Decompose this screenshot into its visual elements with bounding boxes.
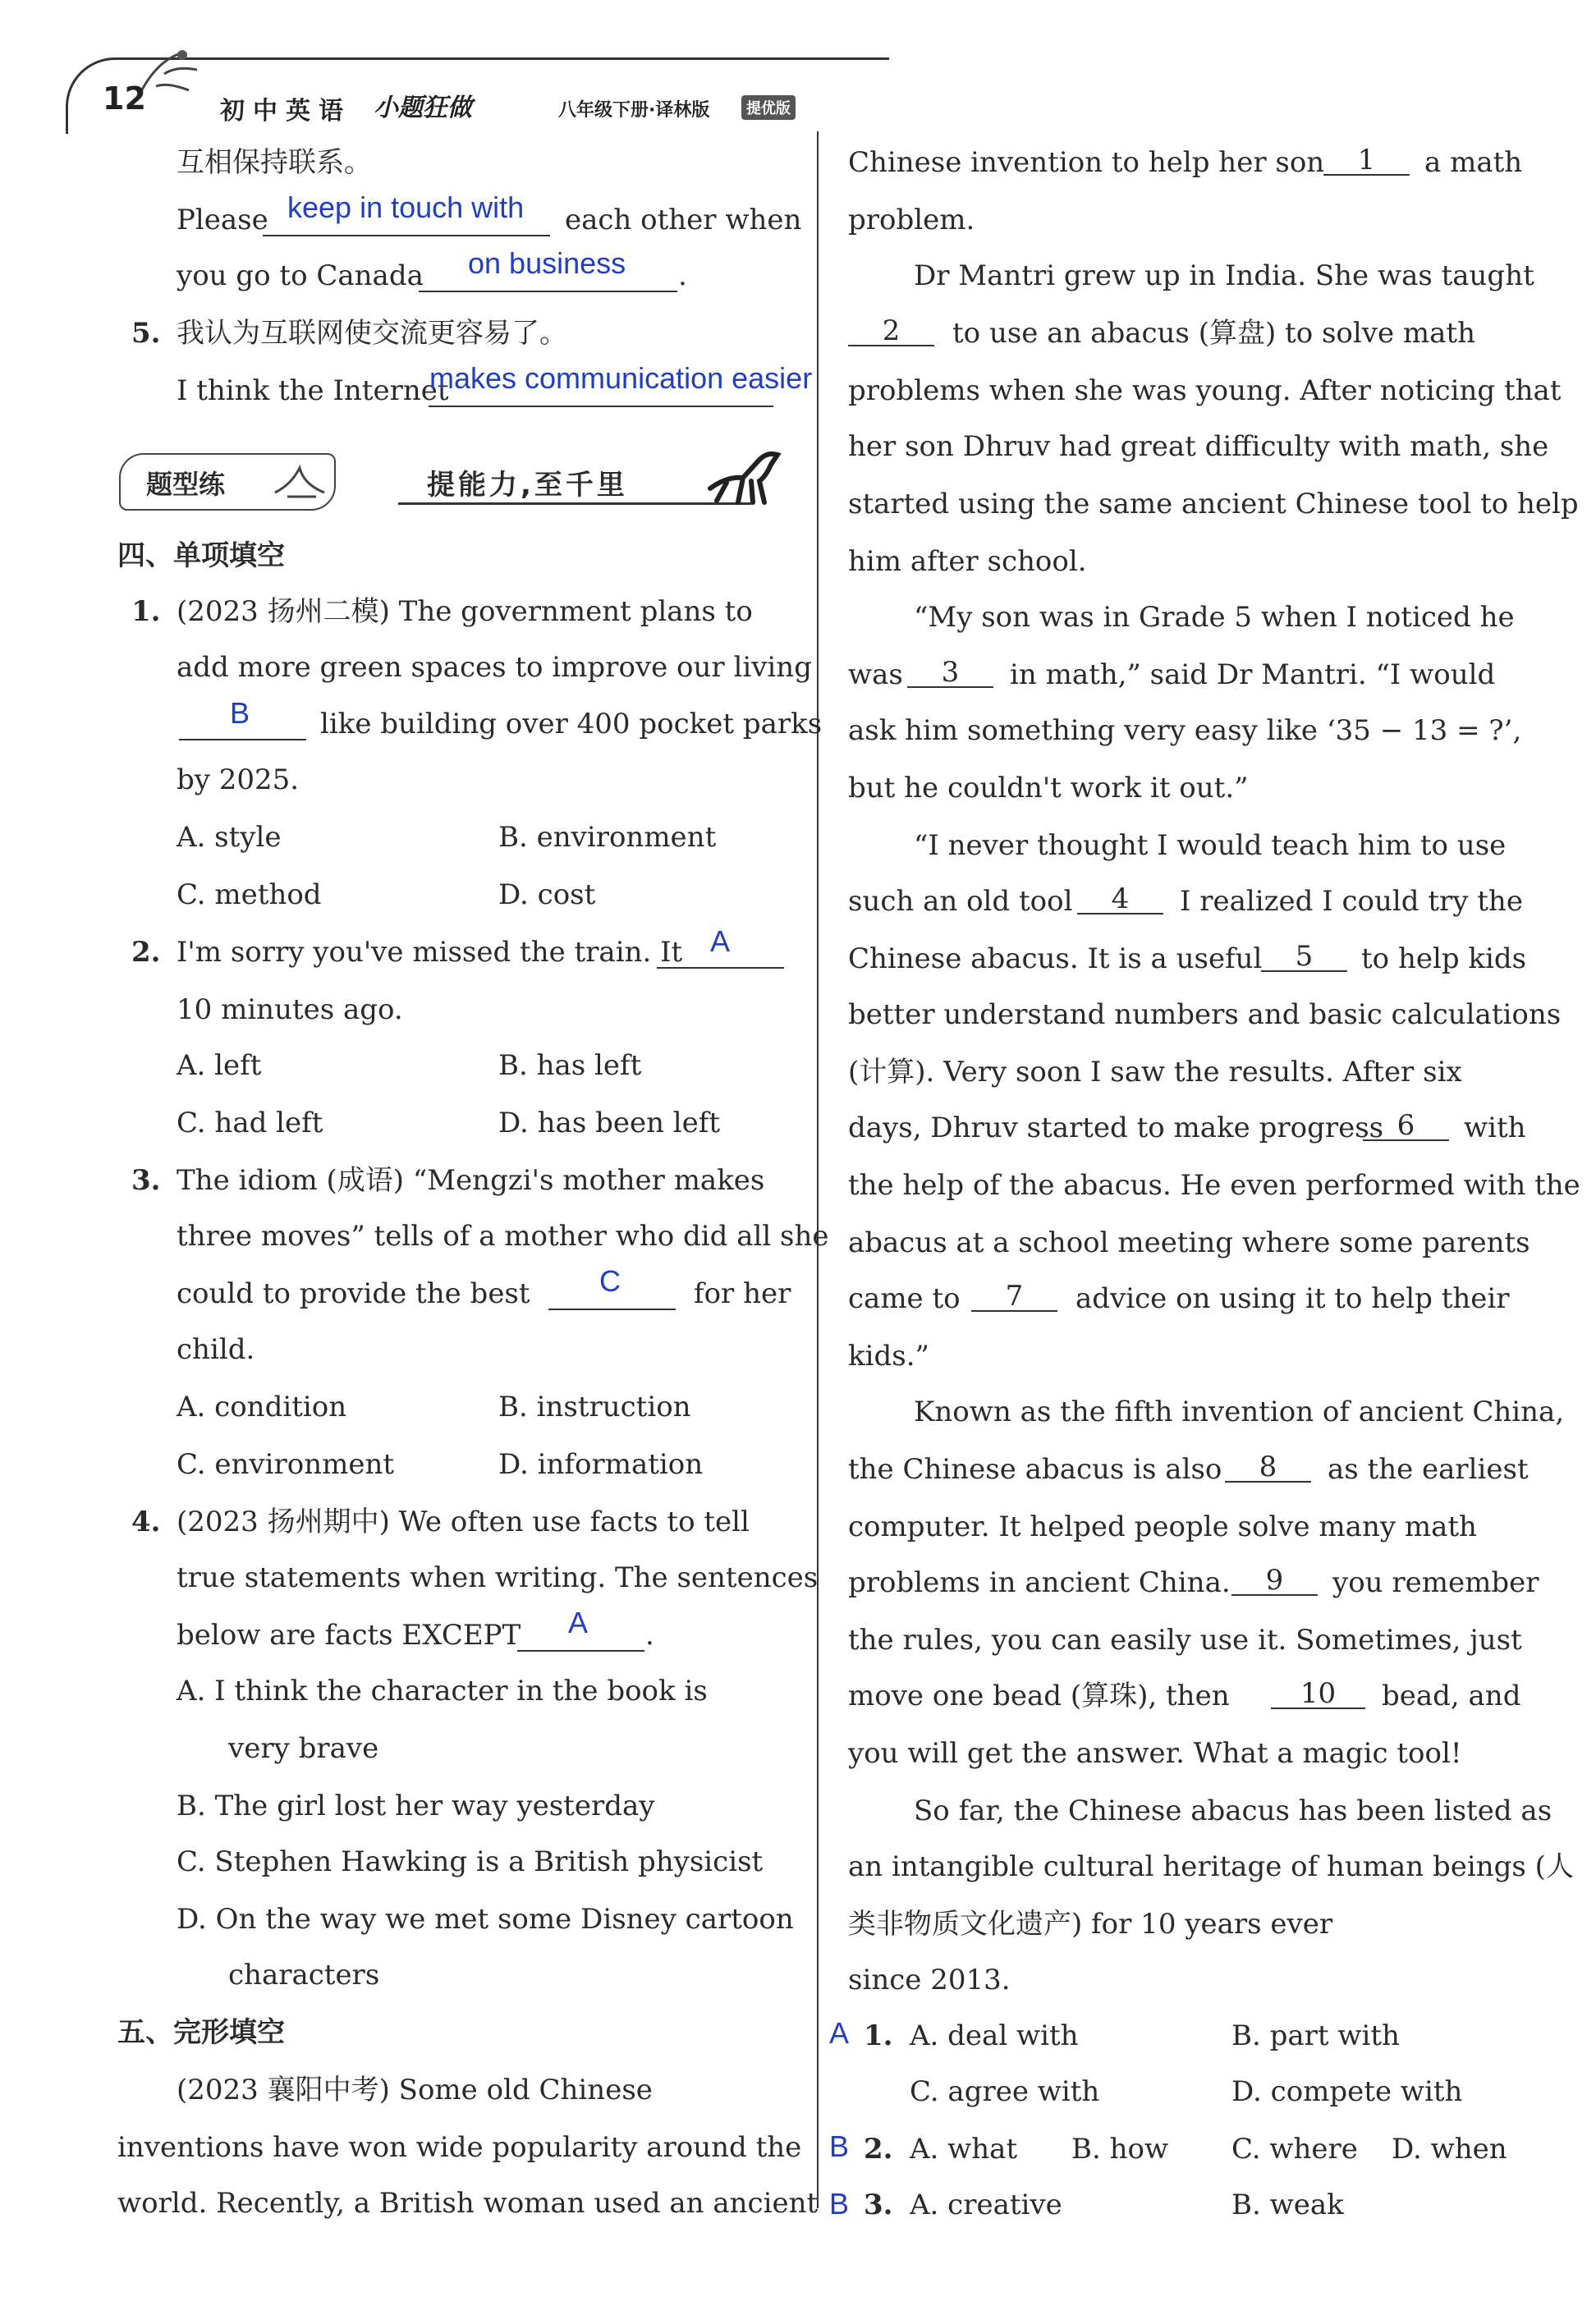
mc3-line-3b: for her — [694, 1277, 791, 1310]
cloze-line: was — [848, 658, 903, 691]
mc1-line-3: like building over 400 pocket parks — [320, 708, 823, 740]
mc4-period: . — [645, 1619, 654, 1652]
cloze-blank-2: 2 — [848, 317, 934, 346]
mc4-line-2: true statements when writing. The sentences — [177, 1561, 819, 1594]
mc3-line-1: The idiom (成语) “Mengzi's mother makes — [177, 1164, 765, 1197]
cloze-line: Known as the fifth invention of ancient China, — [914, 1396, 1565, 1428]
cq3-option-b: B. weak — [1231, 2189, 1344, 2221]
cloze-line: computer. It helped people solve many math — [848, 1510, 1477, 1543]
mc3-blank — [548, 1309, 676, 1310]
mc4-option-c: C. Stephen Hawking is a British physicist — [177, 1845, 764, 1878]
q4-chinese: 互相保持联系。 — [177, 146, 372, 179]
brand-logo-text: 小题狂做 — [374, 94, 472, 122]
book-title: 初中英语 — [220, 97, 351, 126]
q5-chinese: 我认为互联网使交流更容易了。 — [177, 317, 567, 350]
cloze-blank-1: 1 — [1323, 146, 1410, 176]
mc1-option-d: D. cost — [498, 878, 596, 911]
horse-icon — [702, 443, 784, 509]
mc1-blank — [179, 739, 306, 740]
cq3-number: 3. — [864, 2189, 893, 2221]
cloze-line: with — [1464, 1112, 1526, 1144]
mc2-blank — [657, 967, 784, 969]
cloze-line: as the earliest — [1328, 1453, 1529, 1486]
q4-period: . — [678, 259, 687, 292]
cq2-option-d: D. when — [1392, 2133, 1507, 2166]
cq3-option-a: A. creative — [910, 2189, 1062, 2221]
cloze-line: 类非物质文化遗产) for 10 years ever — [848, 1908, 1333, 1941]
cloze-blank-7: 7 — [971, 1282, 1057, 1312]
cq1-option-c: C. agree with — [910, 2075, 1100, 2108]
q4-english-a: Please — [177, 204, 268, 236]
cq2-option-c: C. where — [1231, 2133, 1358, 2166]
cq2-number: 2. — [864, 2133, 893, 2166]
mc3-option-d: D. information — [498, 1448, 704, 1481]
cloze-line: So far, the Chinese abacus has been listed as — [914, 1795, 1552, 1827]
mc1-option-c: C. method — [177, 878, 322, 911]
mc4-answer: A — [568, 1606, 589, 1639]
cq1-option-b: B. part with — [1231, 2019, 1400, 2052]
cloze-intro-1: (2023 襄阳中考) Some old Chinese — [177, 2074, 653, 2106]
cloze-line: abacus at a school meeting where some parents — [848, 1226, 1530, 1259]
mc1-option-a: A. style — [177, 821, 282, 854]
mc1-answer: B — [230, 696, 250, 730]
cloze-line: problems when she was young. After noticing that — [848, 374, 1562, 407]
mc2-line-1: I'm sorry you've missed the train. It — [177, 936, 683, 969]
cloze-line: the help of the abacus. He even performed with the — [848, 1169, 1580, 1202]
mc1-line-4: by 2025. — [177, 763, 300, 796]
q5-number: 5. — [131, 317, 161, 350]
mc1-line-1: (2023 扬州二模) The government plans to — [177, 595, 753, 628]
cq3-answer: B — [829, 2187, 850, 2221]
mc3-line-2: three moves” tells of a mother who did all she — [177, 1220, 829, 1253]
cloze-line: such an old tool — [848, 885, 1073, 918]
cq2-option-a: A. what — [910, 2133, 1018, 2166]
cloze-line: problems in ancient China. — [848, 1566, 1231, 1599]
mc4-option-d-cont: characters — [228, 1959, 380, 1992]
mc4-option-a-cont: very brave — [228, 1732, 379, 1765]
cloze-line: Chinese invention to help her son — [848, 146, 1325, 179]
cloze-line: started using the same ancient Chinese tool to help — [848, 488, 1579, 520]
mc3-line-3: could to provide the best — [177, 1277, 530, 1310]
cloze-line: days, Dhruv started to make progress — [848, 1112, 1384, 1144]
cloze-blank-6: 6 — [1363, 1112, 1449, 1141]
q4-answer-2: on business — [468, 246, 626, 280]
q5-answer: makes communication easier — [429, 361, 813, 395]
q5-blank — [429, 406, 773, 407]
mc2-option-a: A. left — [177, 1049, 262, 1082]
mc3-option-b: B. instruction — [498, 1391, 691, 1423]
mc4-number: 4. — [131, 1506, 161, 1538]
cq2-answer: B — [829, 2129, 850, 2163]
slogan-underline — [398, 502, 751, 505]
page-number: 12 — [103, 80, 146, 117]
cloze-blank-8: 8 — [1225, 1453, 1311, 1483]
mc4-blank — [517, 1650, 644, 1652]
mc4-line-3: below are facts EXCEPT — [177, 1619, 521, 1652]
cloze-blank-5: 5 — [1261, 942, 1347, 972]
mc3-option-c: C. environment — [177, 1448, 395, 1481]
mc3-option-a: A. condition — [177, 1391, 347, 1423]
cloze-line: but he couldn't work it out.” — [848, 772, 1249, 804]
part5-title: 五、完形填空 — [117, 2016, 285, 2049]
cloze-line: “My son was in Grade 5 when I noticed he — [914, 601, 1515, 634]
cloze-line: kids.” — [848, 1340, 929, 1373]
edition-tag: 提优版 — [741, 95, 796, 120]
cloze-line: Chinese abacus. It is a useful — [848, 942, 1263, 975]
mc2-number: 2. — [131, 936, 161, 969]
q4-answer-1: keep in touch with — [287, 190, 525, 224]
mc2-option-c: C. had left — [177, 1107, 323, 1139]
cq1-option-d: D. compete with — [1231, 2075, 1463, 2108]
mc4-option-a: A. I think the character in the book is — [177, 1675, 708, 1707]
mc2-option-d: D. has been left — [498, 1107, 721, 1139]
mc1-line-2: add more green spaces to improve our living — [177, 651, 812, 684]
cloze-intro-3: world. Recently, a British woman used an ancient — [117, 2187, 819, 2220]
cloze-line: move one bead (算珠), then — [848, 1680, 1230, 1712]
cq2-option-b: B. how — [1071, 2133, 1169, 2166]
cq1-answer: A — [829, 2016, 850, 2050]
mc4-line-1: (2023 扬州期中) We often use facts to tell — [177, 1506, 750, 1538]
cloze-line: Dr Mantri grew up in India. She was taught — [914, 259, 1534, 292]
q5-english: I think the Internet — [177, 374, 449, 407]
cloze-line: since 2013. — [848, 1964, 1011, 1996]
q4-english-b: each other when — [565, 204, 802, 236]
cloze-line: to use an abacus (算盘) to solve math — [952, 317, 1475, 350]
mc3-line-4: child. — [177, 1333, 255, 1366]
cloze-blank-10: 10 — [1271, 1680, 1365, 1709]
mc4-option-b: B. The girl lost her way yesterday — [177, 1790, 655, 1822]
cloze-line: in math,” said Dr Mantri. “I would — [1010, 658, 1496, 691]
cloze-blank-4: 4 — [1077, 885, 1163, 914]
cloze-line: him after school. — [848, 545, 1087, 578]
mc3-answer: C — [599, 1264, 621, 1298]
section-slogan: 提能力,至千里 — [427, 469, 628, 502]
q4-english-c: you go to Canada — [177, 259, 424, 292]
column-divider — [817, 131, 819, 2208]
q4-blank-2 — [419, 291, 677, 292]
cloze-line: ask him something very easy like ‘35 − 13 = ?’, — [848, 714, 1522, 747]
cloze-line: her son Dhruv had great difficulty with math, she — [848, 430, 1549, 463]
cloze-line: the rules, you can easily use it. Sometimes, just — [848, 1624, 1522, 1657]
mc1-number: 1. — [131, 595, 161, 628]
cloze-line: a math — [1424, 146, 1523, 179]
mc3-number: 3. — [131, 1164, 161, 1197]
mc4-option-d: D. On the way we met some Disney cartoon — [177, 1903, 794, 1936]
cloze-line: (计算). Very soon I saw the results. After six — [848, 1056, 1462, 1089]
cloze-line: better understand numbers and basic calculations — [848, 998, 1562, 1031]
mc1-option-b: B. environment — [498, 821, 717, 854]
cloze-line: an intangible cultural heritage of human beings (人 — [848, 1850, 1574, 1883]
flower-icon — [271, 460, 328, 501]
cloze-line: came to — [848, 1282, 961, 1315]
cloze-line: I realized I could try the — [1180, 885, 1523, 918]
cloze-intro-2: inventions have won wide popularity around the — [117, 2131, 802, 2164]
cloze-blank-3: 3 — [907, 658, 993, 688]
cq1-option-a: A. deal with — [910, 2019, 1079, 2052]
section-banner: 题型练 — [146, 469, 226, 500]
mc2-answer: A — [710, 924, 731, 958]
cloze-line: advice on using it to help their — [1075, 1282, 1510, 1315]
part4-title: 四、单项填空 — [117, 539, 285, 572]
cloze-line: bead, and — [1382, 1680, 1521, 1712]
mc2-line-2: 10 minutes ago. — [177, 993, 403, 1026]
cloze-line: to help kids — [1361, 942, 1527, 975]
grade-label: 八年级下册·译林版 — [558, 100, 710, 121]
q4-blank-1 — [263, 235, 550, 236]
cq1-number: 1. — [864, 2019, 893, 2052]
cloze-line: problem. — [848, 204, 975, 236]
cloze-line: you will get the answer. What a magic tool! — [848, 1737, 1462, 1770]
cloze-blank-9: 9 — [1231, 1566, 1318, 1596]
cloze-line: “I never thought I would teach him to use — [914, 829, 1507, 862]
mc2-option-b: B. has left — [498, 1049, 642, 1082]
cloze-line: the Chinese abacus is also — [848, 1453, 1222, 1486]
cloze-line: you remember — [1332, 1566, 1539, 1599]
